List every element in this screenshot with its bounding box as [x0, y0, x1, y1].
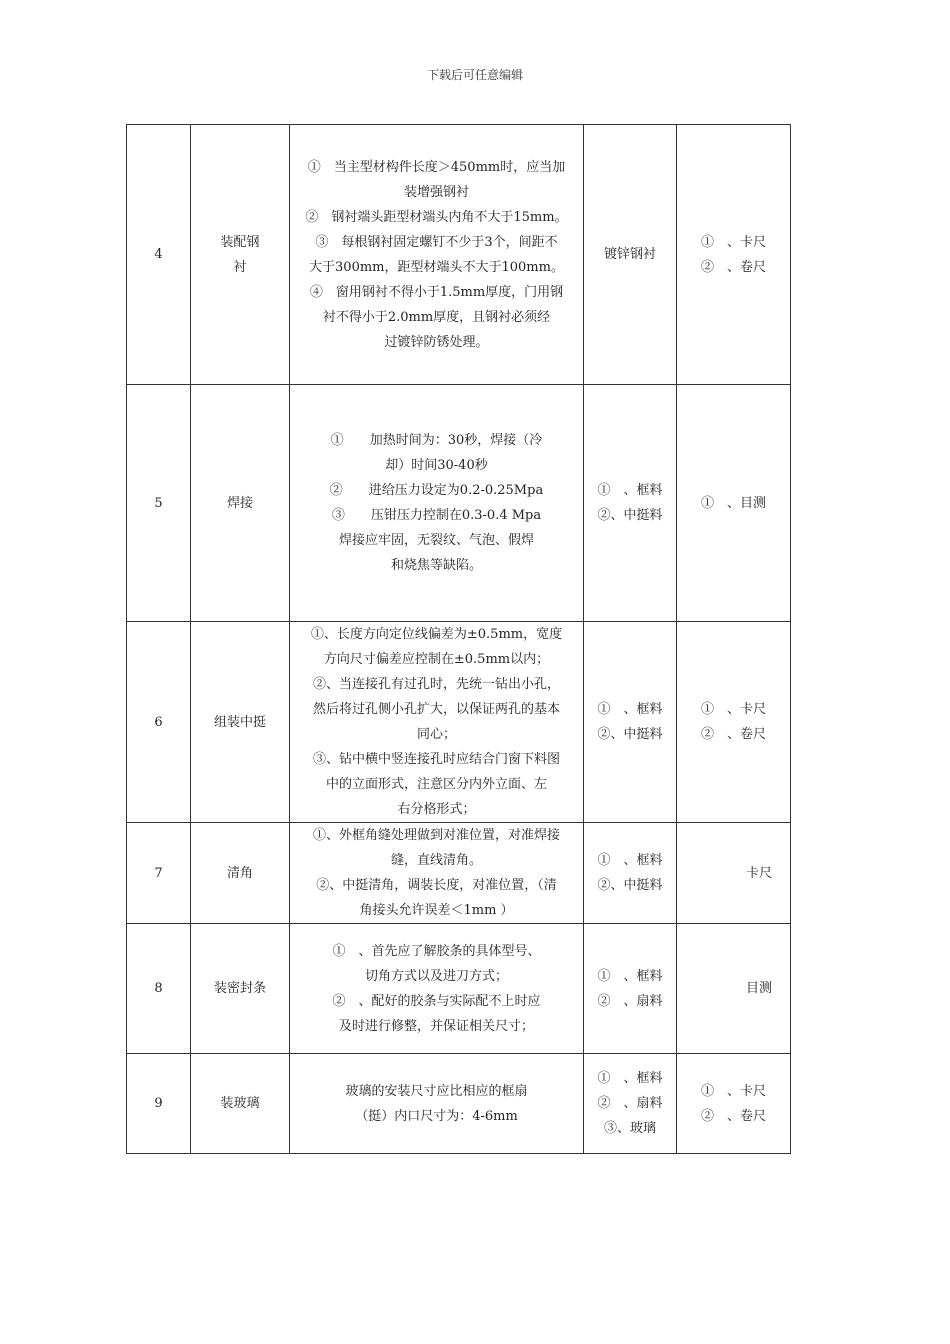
step-material: ① 、框料 ②、中挺料 [584, 622, 677, 823]
step-requirements: ① 、首先应了解胶条的具体型号、 切角方式以及进刀方式； ② 、配好的胶条与实际配不上时应 及时进行修整，并保证相关尺寸； [290, 924, 584, 1054]
step-name: 焊接 [191, 385, 290, 622]
step-requirements: ① 加热时间为：30秒，焊接（冷 却）时间30-40秒 ② 进给压力设定为0.2-0.25Mpa ③ 压钳压力控制在0.3-0.4 Mpa 焊接应牢固，无裂纹、气泡、假焊 和烧焦等缺陷。 [290, 385, 584, 622]
step-requirements: 玻璃的安装尺寸应比相应的框扇 （挺）内口尺寸为：4-6mm [290, 1054, 584, 1154]
step-name: 装配钢 衬 [191, 125, 290, 385]
table-row [127, 385, 791, 622]
step-number: 4 [127, 125, 191, 385]
step-number: 8 [127, 924, 191, 1054]
step-tools: 目测 [677, 924, 791, 1054]
step-material: ① 、框料 ② 、扇料 ③、玻璃 [584, 1054, 677, 1154]
step-tools: ① 、卡尺 ② 、卷尺 [677, 622, 791, 823]
process-table [126, 124, 791, 1154]
step-name: 装玻璃 [191, 1054, 290, 1154]
page-header: 下载后可任意编辑 [426, 68, 523, 82]
step-requirements: ① 当主型材构件长度＞450mm时，应当加 装增强钢衬 ② 钢衬端头距型材端头内角不大于15mm。 ③ 每根钢衬固定螺钉不少于3个，间距不 大于300mm，距型材端头不大于100mm。 ④ 窗用钢衬不得小于1.5mm厚度，门用钢 衬不得小于2.0mm厚度，且钢衬必须经 过镀锌防锈处理。 [290, 125, 584, 385]
step-tools: ① 、目测 [677, 385, 791, 622]
step-material: ① 、框料 ②、中挺料 [584, 385, 677, 622]
step-requirements: ①、长度方向定位线偏差为±0.5mm，宽度 方向尺寸偏差应控制在±0.5mm以内； ②、当连接孔有过孔时，先统一钻出小孔， 然后将过孔侧小孔扩大，以保证两孔的基本 同心； ③、钻中横中竖连接孔时应结合门窗下料图 中的立面形式，注意区分内外立面、左 右分格形式； [290, 622, 584, 823]
step-material: 镀锌钢衬 [584, 125, 677, 385]
table-row [127, 924, 791, 1054]
step-name: 清角 [191, 823, 290, 924]
step-material: ① 、框料 ②、中挺料 [584, 823, 677, 924]
step-name: 组装中挺 [191, 622, 290, 823]
step-name: 装密封条 [191, 924, 290, 1054]
step-tools: ① 、卡尺 ② 、卷尺 [677, 1054, 791, 1154]
step-material: ① 、框料 ② 、扇料 [584, 924, 677, 1054]
table-row [127, 823, 791, 924]
step-tools: ① 、卡尺 ② 、卷尺 [677, 125, 791, 385]
table-row [127, 622, 791, 823]
step-number: 9 [127, 1054, 191, 1154]
table-row [127, 125, 791, 385]
step-number: 7 [127, 823, 191, 924]
step-tools: 卡尺 [677, 823, 791, 924]
table-row [127, 1054, 791, 1154]
step-number: 6 [127, 622, 191, 823]
step-requirements: ①、外框角缝处理做到对准位置，对准焊接 缝，直线清角。 ②、中挺清角，调装长度，对准位置，（清 角接头允许误差＜1mm ） [290, 823, 584, 924]
step-number: 5 [127, 385, 191, 622]
